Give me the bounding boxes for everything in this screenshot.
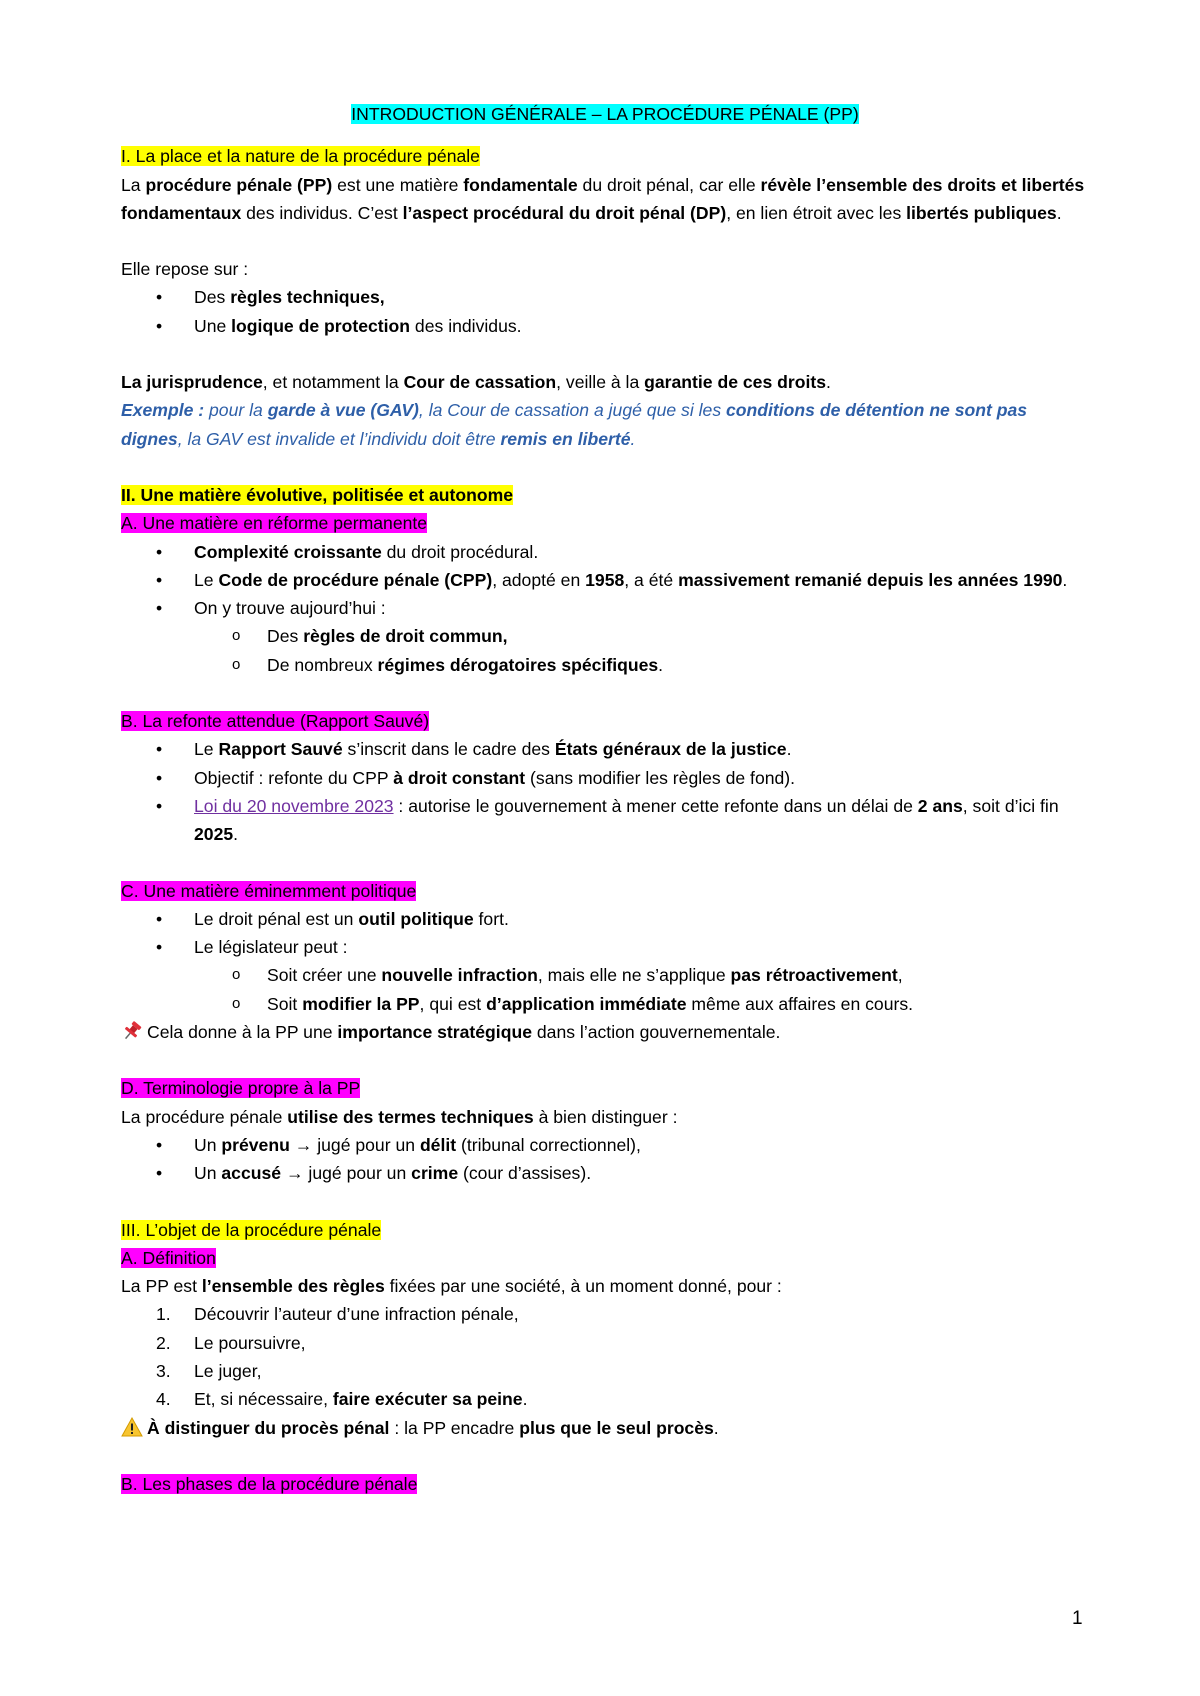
warning-note: À distinguer du procès pénal : la PP encadre plus que le seul procès. (121, 1414, 1089, 1442)
example-paragraph: Exemple : pour la garde à vue (GAV), la Cour de cassation a jugé que si les conditions de détention ne sont pas dignes, la GAV est invalide et l’individu doit être remis en liberté. (121, 400, 1028, 449)
section-1-list (121, 283, 1089, 340)
list-item: • Un accusé → jugé pour un crime (cour d’assises). (156, 1163, 592, 1184)
section-2d-heading: D. Terminologie propre à la PP (121, 1078, 361, 1099)
section-3-heading: III. L’objet de la procédure pénale (121, 1219, 382, 1240)
section-1-paragraph: La procédure pénale (PP) est une matière fondamentale du droit pénal, car elle révèle l’ensemble des droits et libertés fondamentaux des individus. C’est l’aspect procédural du droit pénal (DP), en lien étroit avec les libertés publiques. (121, 174, 1085, 223)
section-2a-list (121, 538, 1089, 623)
page-title: INTRODUCTION GÉNÉRALE – LA PROCÉDURE PÉNALE (PP) (351, 104, 859, 124)
section-1-intro: Elle repose sur : (121, 259, 249, 280)
list-item: • On y trouve aujourd’hui : (156, 598, 386, 619)
section-3b-heading: B. Les phases de la procédure pénale (121, 1473, 418, 1494)
list-item: • Un prévenu → jugé pour un délit (tribunal correctionnel), (156, 1134, 641, 1155)
section-2d-list (121, 1131, 1089, 1188)
list-item: • Loi du 20 novembre 2023 : autorise le gouvernement à mener cette refonte dans un délai de 2 ans, soit d’ici fin 2025. (156, 795, 1059, 845)
list-item: 4. Et, si nécessaire, faire exécuter sa peine. (156, 1389, 528, 1410)
pushpin-icon (121, 1021, 143, 1041)
list-item: • Le droit pénal est un outil politique fort. (156, 908, 509, 929)
pin-note: Cela donne à la PP une importance stratégique dans l’action gouvernementale. (121, 1018, 1089, 1046)
section-1-heading: I. La place et la nature de la procédure pénale (121, 146, 480, 167)
list-item: o De nombreux régimes dérogatoires spécifiques. (232, 654, 664, 675)
list-item: • Complexité croissante du droit procédural. (156, 541, 539, 562)
section-2a-sublist (121, 622, 1089, 679)
section-2d-intro: La procédure pénale utilise des termes techniques à bien distinguer : (121, 1106, 678, 1127)
jurisprudence-paragraph: La jurisprudence, et notamment la Cour de cassation, veille à la garantie de ces droits. (121, 372, 831, 393)
list-item: 3. Le juger, (156, 1360, 262, 1381)
list-item: • Le Rapport Sauvé s’inscrit dans le cadre des États généraux de la justice. (156, 739, 792, 760)
section-2-heading: II. Une matière évolutive, politisée et autonome (121, 484, 514, 505)
list-item: • Le Code de procédure pénale (CPP), adopté en 1958, a été massivement remanié depuis les années 1990. (156, 569, 1068, 590)
list-item: 2. Le poursuivre, (156, 1332, 306, 1353)
section-2b-list (121, 735, 1089, 848)
page-number: 1 (1072, 1608, 1083, 1629)
section-3a-list (121, 1300, 1089, 1413)
list-item: o Des règles de droit commun, (232, 626, 508, 647)
list-item: • Des règles techniques, (156, 287, 385, 308)
section-2a-heading: A. Une matière en réforme permanente (121, 513, 428, 534)
document-page (121, 100, 1089, 1498)
section-3a-heading: A. Définition (121, 1247, 216, 1268)
list-item: • Une logique de protection des individus. (156, 315, 522, 336)
warning-icon (121, 1417, 143, 1437)
list-item: o Soit créer une nouvelle infraction, mais elle ne s’applique pas rétroactivement, (232, 965, 903, 986)
list-item: • Objectif : refonte du CPP à droit constant (sans modifier les règles de fond). (156, 767, 796, 788)
section-2c-sublist (121, 961, 1089, 1018)
law-link[interactable]: Loi du 20 novembre 2023 (194, 795, 394, 816)
section-2c-heading: C. Une matière éminemment politique (121, 880, 417, 901)
section-2c-list (121, 905, 1089, 962)
list-item: 1. Découvrir l’auteur d’une infraction pénale, (156, 1304, 519, 1325)
section-3a-intro: La PP est l’ensemble des règles fixées par une société, à un moment donné, pour : (121, 1276, 782, 1297)
list-item: o Soit modifier la PP, qui est d’application immédiate même aux affaires en cours. (232, 993, 914, 1014)
section-2b-heading: B. La refonte attendue (Rapport Sauvé) (121, 711, 430, 732)
list-item: • Le législateur peut : (156, 937, 348, 958)
